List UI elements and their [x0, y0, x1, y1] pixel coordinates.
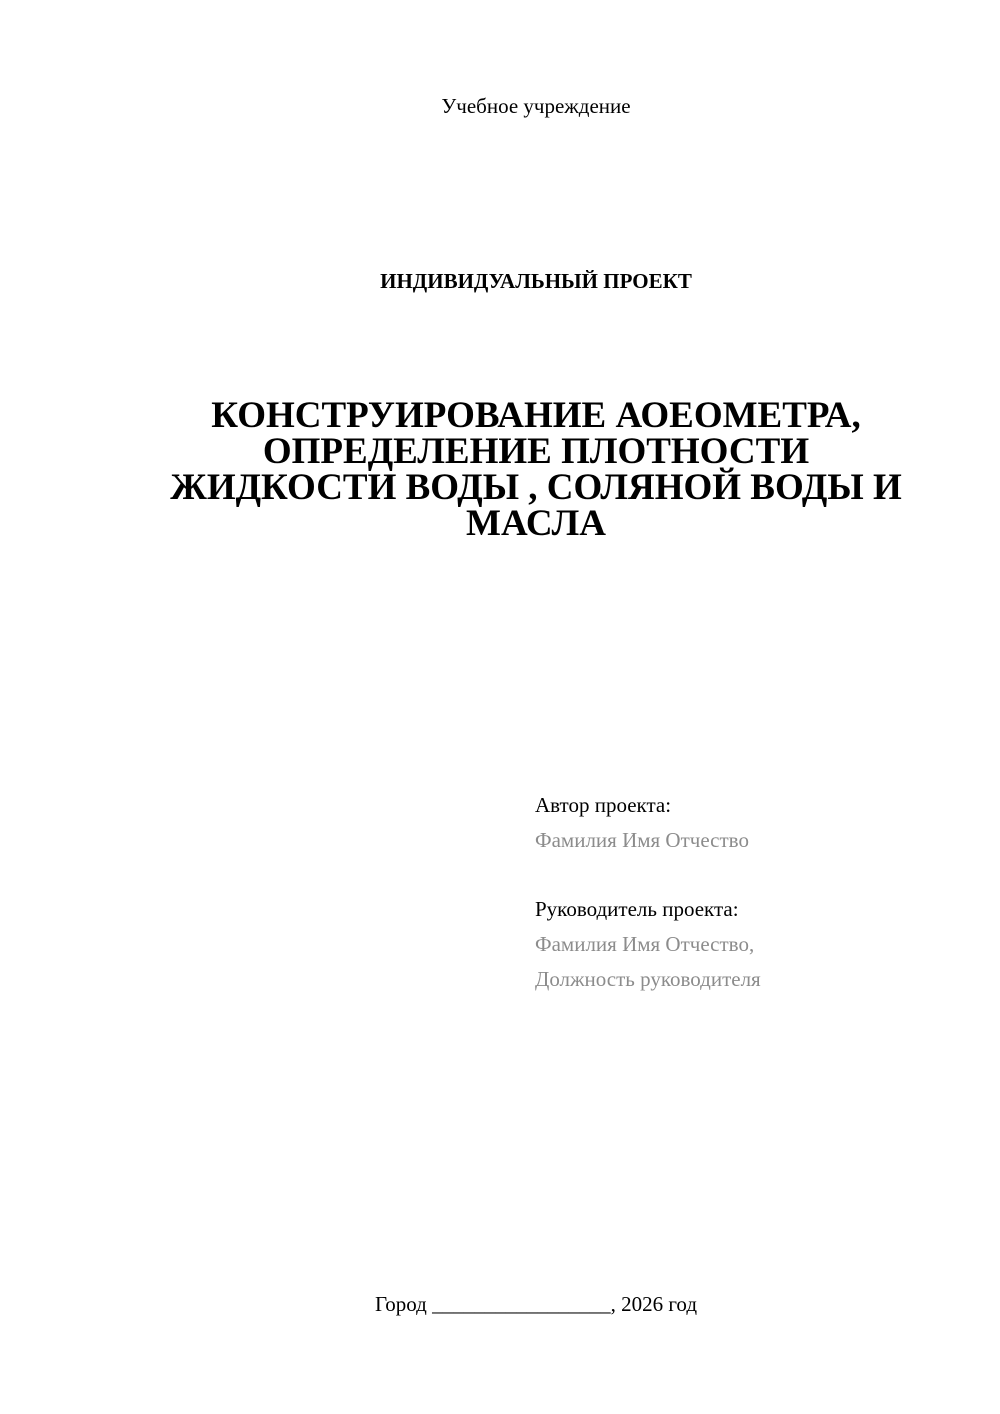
supervisor-label: Руководитель проекта:: [535, 897, 739, 921]
author-name: Фамилия Имя Отчество: [535, 828, 749, 852]
title-line-3: ЖИДКОСТИ ВОДЫ , СОЛЯНОЙ ВОДЫ И: [170, 467, 902, 508]
title-line-4: МАСЛА: [466, 503, 606, 544]
supervisor-name: Фамилия Имя Отчество,: [535, 932, 755, 956]
title-line-1: КОНСТРУИРОВАНИЕ АОЕОМЕТРА,: [211, 395, 861, 436]
author-label: Автор проекта:: [535, 793, 672, 817]
title-line-2: ОПРЕДЕЛЕНИЕ ПЛОТНОСТИ: [262, 431, 810, 472]
institution-name: Учебное учреждение: [441, 94, 631, 118]
credits-spacer: [535, 858, 975, 892]
credits-block: [535, 788, 975, 997]
project-title: [130, 395, 942, 544]
supervisor-position: Должность руководителя: [535, 967, 761, 991]
city-year-line: Город _________________, 2026 год: [374, 1292, 698, 1316]
document-type: ИНДИВИДУАЛЬНЫЙ ПРОЕКТ: [380, 269, 692, 293]
